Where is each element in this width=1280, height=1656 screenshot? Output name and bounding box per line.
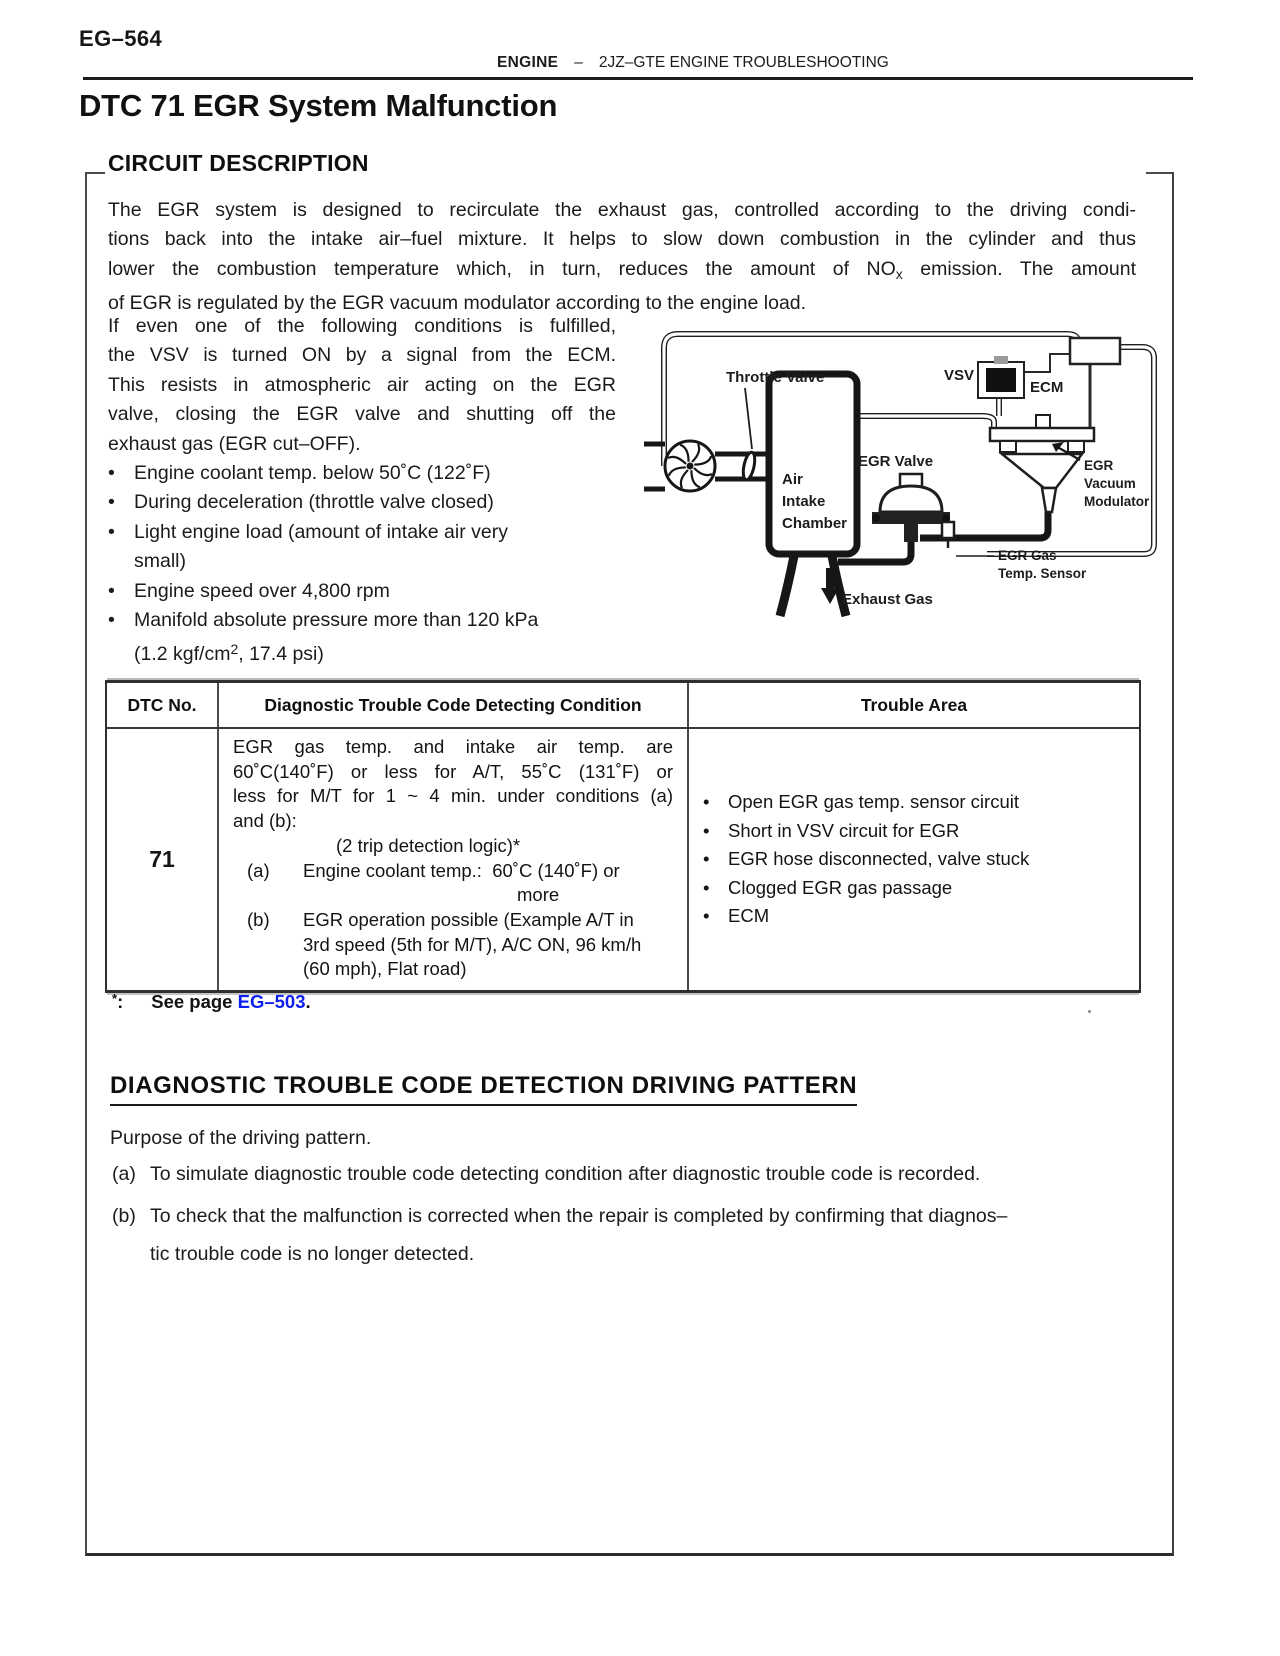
bullet-icon: • <box>108 579 115 602</box>
detecting-condition-cell: EGR gas temp. and intake air temp. are 60˚C(140˚F) or less for A/T, 55˚C (131˚F) or less for M/T for 1 ~ 4 min. under conditions (a) and (b): (2 trip detection logic)* (a) Engine coolant temp.: 60˚C (140˚F) or more (b) EGR operation possible (Example A/T in 3rd speed (5th for M/T), A/C ON, 96 km/h (60 mph), Flat road) <box>217 729 687 990</box>
header-rule <box>83 77 1193 80</box>
bullet-icon: • <box>703 848 710 870</box>
paragraph-line: valve, closing the EGR valve and shutting off the <box>108 403 616 426</box>
page-number: EG–564 <box>79 26 163 51</box>
diagram-label-throttle-valve: Throttle Valve <box>726 369 825 386</box>
bullet-icon: • <box>703 791 710 813</box>
diagram-label-temp-sensor: Temp. Sensor <box>998 566 1087 581</box>
paragraph-line: If even one of the following conditions is fulfilled, <box>108 315 616 337</box>
ecm-box <box>1070 338 1120 364</box>
egr-valve <box>872 474 950 542</box>
bullet-icon: • <box>108 491 115 514</box>
egr-system-diagram <box>642 316 1167 624</box>
diagram-label-ecm: ECM <box>1030 379 1064 396</box>
condition-bullet: • Light engine load (amount of intake air very small) <box>108 518 616 577</box>
dtc-table <box>105 680 1141 993</box>
footnote: *: See page EG–503. <box>112 991 311 1012</box>
bullet-icon: • <box>703 819 710 841</box>
item-a-marker: (a) <box>112 1163 136 1185</box>
driving-pattern-heading: DIAGNOSTIC TROUBLE CODE DETECTION DRIVING PATTERN <box>110 1072 857 1106</box>
throttle-valve-leader <box>745 388 752 449</box>
intro-line: lower the combustion temperature which, in turn, reduces the amount of $NO_x$ emission. The amount <box>108 257 1136 282</box>
page-title: DTC 71 EGR System Malfunction <box>79 88 558 123</box>
diagram-label-egr-gas: EGR Gas <box>998 548 1057 563</box>
running-head-dash: – <box>574 54 583 71</box>
footnote-text: See page <box>151 991 238 1012</box>
paragraph-line: This resists in atmospheric air acting on the EGR <box>108 373 616 396</box>
item-b-text: To check that the malfunction is corrected when the repair is completed by confirming that diagnos– tic trouble code is no longer detected. <box>150 1205 1008 1266</box>
diagram-label-exhaust-gas: Exhaust Gas <box>842 591 933 608</box>
bullet-icon: • <box>108 520 115 543</box>
circuit-description-heading: CIRCUIT DESCRIPTION <box>108 150 375 177</box>
dtc-number-cell: 71 <box>149 846 175 873</box>
diagram-label-vsv: VSV <box>943 367 974 384</box>
driving-pattern-purpose: Purpose of the driving pattern. <box>110 1127 372 1149</box>
diagram-label-egr-valve: EGR Valve <box>858 453 934 470</box>
condition-bullet: • Engine coolant temp. below 50˚C (122˚F) <box>108 459 616 488</box>
col-header-trouble-area: Trouble Area <box>687 683 1139 727</box>
frame-top-right-stub <box>1146 172 1172 174</box>
col-header-condition: Diagnostic Trouble Code Detecting Condition <box>217 683 687 727</box>
condition-bullet: • During deceleration (throttle valve closed) <box>108 488 616 517</box>
trouble-item: • EGR hose disconnected, valve stuck <box>703 845 1131 874</box>
diagram-label-egr: EGR <box>1084 458 1114 473</box>
footnote-link[interactable]: EG–503 <box>237 991 306 1012</box>
condition-bullet: • Manifold absolute pressure more than 120 kPa (1.2 kgf/$cm^2$, 17.4 psi) <box>108 606 616 670</box>
bullet-icon: • <box>108 609 115 632</box>
diagram-label-intake: Intake <box>782 493 826 510</box>
bullet-icon: • <box>108 462 115 485</box>
paragraph-line: the VSV is turned ON by a signal from the ECM. <box>108 344 616 367</box>
squared-superscript: 2 <box>230 641 239 658</box>
intro-line: tions back into the intake air–fuel mixture. It helps to slow down combustion in the cylinder and thus <box>108 228 1136 251</box>
frame-top-left-stub <box>85 172 105 174</box>
dtc-table-header <box>107 683 1139 727</box>
conditions-column <box>108 312 616 670</box>
intake-runners <box>780 556 846 616</box>
col-header-dtc-no: DTC No. <box>127 694 197 715</box>
item-a-text: To simulate diagnostic trouble code detecting condition after diagnostic trouble code is recorded. <box>150 1163 981 1185</box>
trouble-item: • Clogged EGR gas passage <box>703 874 1131 903</box>
dtc-table-row <box>107 727 1139 990</box>
ecm-wires <box>1024 354 1070 372</box>
vsv-valve <box>978 356 1024 398</box>
running-head-title: 2JZ–GTE ENGINE TROUBLESHOOTING <box>598 54 889 71</box>
stray-mark <box>1088 1010 1091 1013</box>
nox-subscript: x <box>895 265 903 282</box>
trouble-item: • ECM <box>703 902 1131 931</box>
bullet-icon: • <box>703 876 710 898</box>
diagram-label-chamber: Chamber <box>782 515 848 532</box>
paragraph-line: exhaust gas (EGR cut–OFF). <box>108 432 361 455</box>
trouble-item: • Open EGR gas temp. sensor circuit <box>703 788 1131 817</box>
asterisk-mark: * <box>112 991 118 1006</box>
running-head <box>497 54 889 72</box>
diagram-label-modulator: Modulator <box>1084 494 1150 509</box>
bullet-icon: • <box>703 905 710 927</box>
diagram-label-air: Air <box>782 471 803 488</box>
trouble-item: • Short in VSV circuit for EGR <box>703 817 1131 846</box>
trouble-area-cell <box>687 729 1139 990</box>
egr-vacuum-modulator <box>990 415 1094 512</box>
egr-diagram-svg <box>642 316 1167 624</box>
circuit-intro-paragraph <box>108 196 1136 319</box>
pattern-item-a <box>112 1160 1152 1189</box>
diagram-label-vacuum: Vacuum <box>1084 476 1136 491</box>
running-head-section: ENGINE <box>497 54 559 71</box>
condition-bullet: • Engine speed over 4,800 rpm <box>108 577 616 606</box>
intro-line: of EGR is regulated by the EGR vacuum modulator according to the engine load. <box>108 292 807 315</box>
item-b-marker: (b) <box>112 1205 136 1227</box>
intro-line: The EGR system is designed to recirculate the exhaust gas, controlled according to the driving condi- <box>108 199 1136 221</box>
pattern-item-b <box>112 1202 1152 1270</box>
